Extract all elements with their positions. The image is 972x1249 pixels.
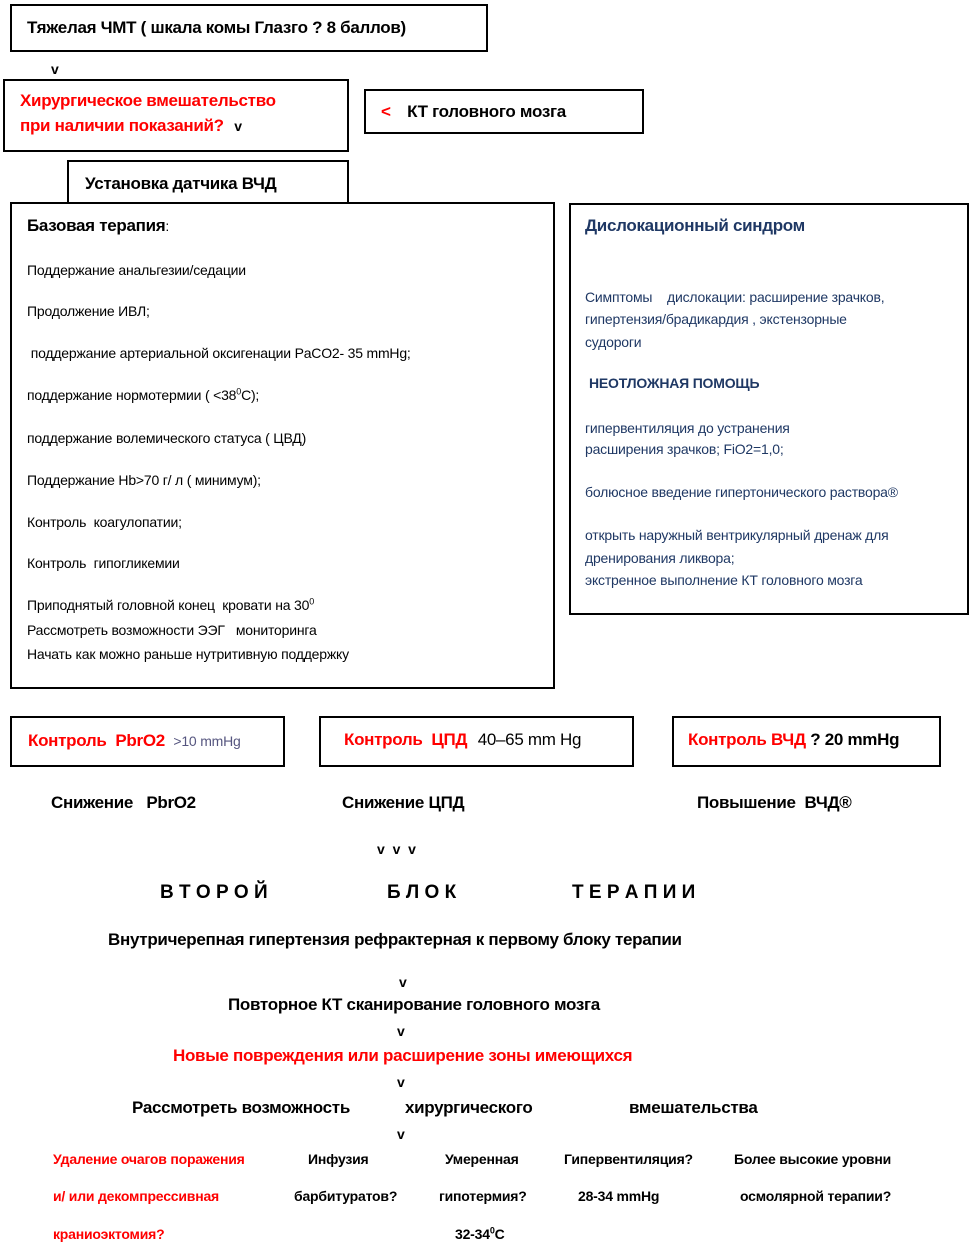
- consider-word-3: вмешательства: [629, 1098, 758, 1117]
- option-barbiturates-line-2: барбитуратов?: [294, 1188, 398, 1204]
- ct-label: КТ головного мозга: [407, 102, 566, 121]
- arrow-down-surgery: v: [234, 118, 242, 134]
- control-cpp-value: 40–65 mm Hg: [477, 730, 582, 749]
- option-osmolar-line-1: Более высокие уровни: [734, 1151, 892, 1167]
- control-pbro2-value: >10 mmHg: [173, 733, 241, 749]
- option-hypothermia-line-2: гипотермия?: [439, 1188, 527, 1204]
- drainage-line-1: открыть наружный вентрикулярный дренаж для: [585, 527, 889, 543]
- consider-word-1: Рассмотреть возможность: [132, 1098, 350, 1117]
- icp-sensor-box: [67, 160, 349, 204]
- diagnosis-text: Тяжелая ЧМТ ( шкала комы Глазго ? 8 баллов): [27, 18, 406, 37]
- new-lesions-text: Новые повреждения или расширение зоны имеющихся: [173, 1046, 633, 1065]
- ct-line: [381, 102, 566, 122]
- control-pbro2-box: [10, 716, 285, 767]
- arrow-left-icon: <: [381, 102, 391, 121]
- normothermia-tail: С);: [241, 387, 260, 403]
- bed-elevation-text: Приподнятый головной конец кровати на 30: [27, 597, 310, 613]
- drainage-line-2: дренирования ликвора;: [585, 550, 735, 566]
- therapy-item: Начать как можно раньше нутритивную поддержку: [27, 646, 349, 662]
- option-barbiturates-line-1: Инфузия: [308, 1151, 369, 1167]
- therapy-item: Поддержание анальгезии/седации: [27, 262, 246, 278]
- option-hypothermia-line-3: [455, 1226, 505, 1242]
- hypothermia-unit: С: [494, 1226, 505, 1242]
- surgery-indication-box: [3, 79, 349, 152]
- option-hyperventilation-line-1: Гипервентиляция?: [564, 1151, 693, 1167]
- therapy-item: Контроль коагулопатии;: [27, 514, 182, 530]
- basic-therapy-title-text: Базовая терапия: [27, 216, 166, 235]
- control-icp-value: ? 20 mmHg: [810, 730, 900, 749]
- option-hyperventilation-line-2: 28-34 mmHg: [578, 1188, 660, 1204]
- repeat-ct-text: Повторное КТ сканирование головного мозга: [228, 995, 600, 1014]
- therapy-item: поддержание артериальной оксигенации PaCO2- 35 mmHg;: [27, 345, 411, 361]
- hyperventilation-line-1: гипервентиляция до устранения: [585, 420, 790, 436]
- surgery-line-1: Хирургическое вмешательство: [20, 91, 276, 110]
- hypothermia-range: 32-34: [455, 1226, 490, 1242]
- control-icp-box: [672, 716, 941, 767]
- arrows-down-triple: v v v: [377, 841, 416, 857]
- control-pbro2-label: Контроль PbrO2: [28, 731, 165, 750]
- icp-sensor-text: Установка датчика ВЧД: [85, 174, 277, 193]
- therapy-item: [27, 597, 314, 613]
- outcome-icp: Повышение ВЧД®: [697, 793, 852, 812]
- option-hypothermia-line-1: Умеренная: [445, 1151, 519, 1167]
- basic-therapy-title-colon: :: [165, 218, 169, 234]
- control-icp-line: [688, 730, 899, 750]
- emergency-title: НЕОТЛОЖНАЯ ПОМОЩЬ: [589, 375, 760, 391]
- control-cpp-label: Контроль ЦПД: [344, 730, 468, 749]
- option-osmolar-line-2: осмолярной терапии?: [740, 1188, 892, 1204]
- outcome-pbro2: Снижение PbrO2: [51, 793, 196, 812]
- symptoms-line-2: гипертензия/брадикардия , экстензорные: [585, 311, 847, 327]
- arrow-down-c: v: [397, 1074, 405, 1090]
- dislocation-title: Дислокационный синдром: [585, 216, 805, 235]
- second-block-word-1: В Т О Р О Й: [160, 882, 268, 903]
- option-surgery-line-3: краниоэктомия?: [53, 1226, 165, 1242]
- dislocation-box: [569, 203, 969, 615]
- hyperventilation-line-2: расширения зрачков; FiO2=1,0;: [585, 441, 784, 457]
- therapy-item: Контроль гипогликемии: [27, 555, 180, 571]
- ct-box: [364, 89, 644, 134]
- degree-sup: 0: [309, 596, 315, 607]
- arrow-down-d: v: [397, 1126, 405, 1142]
- control-icp-label: Контроль ВЧД: [688, 730, 806, 749]
- therapy-item: Продолжение ИВЛ;: [27, 303, 150, 319]
- urgent-ct-text: экстренное выполнение КТ головного мозга: [585, 572, 863, 588]
- consider-word-2: хирургического: [405, 1098, 533, 1117]
- control-pbro2-line: [28, 731, 241, 751]
- arrow-down-b: v: [397, 1023, 405, 1039]
- second-block-word-3: Т Е Р А П И И: [572, 882, 696, 903]
- arrow-down-a: v: [399, 974, 407, 990]
- option-surgery-line-1: Удаление очагов поражения: [53, 1151, 245, 1167]
- surgery-line-2-text: при наличии показаний?: [20, 116, 224, 135]
- option-surgery-line-2: и/ или декомпрессивная: [53, 1188, 220, 1204]
- degree-sup: 0: [489, 1225, 495, 1236]
- therapy-item: Рассмотреть возможности ЭЭГ мониторинга: [27, 622, 317, 638]
- basic-therapy-box: [10, 202, 555, 689]
- outcome-cpp: Снижение ЦПД: [342, 793, 465, 812]
- surgery-line-2: [20, 116, 242, 136]
- control-cpp-box: [319, 716, 634, 767]
- control-cpp-line: [344, 730, 581, 750]
- symptoms-line-1: Симптомы дислокации: расширение зрачков,: [585, 289, 885, 305]
- degree-sup: 0: [236, 386, 242, 397]
- symptoms-line-3: судороги: [585, 334, 642, 350]
- refractory-text: Внутричерепная гипертензия рефрактерная к первому блоку терапии: [108, 930, 682, 949]
- therapy-item: поддержание волемического статуса ( ЦВД): [27, 430, 307, 446]
- bolus-text: болюсное введение гипертонического раствора®: [585, 484, 898, 500]
- normothermia-text: поддержание нормотермии ( <38: [27, 387, 237, 403]
- arrow-down-1: v: [51, 61, 59, 77]
- therapy-item: [27, 387, 259, 403]
- diagnosis-box: [10, 4, 488, 52]
- basic-therapy-title: [27, 216, 169, 236]
- second-block-word-2: Б Л О К: [387, 882, 457, 903]
- therapy-item: Поддержание Hb>70 г/ л ( минимум);: [27, 472, 261, 488]
